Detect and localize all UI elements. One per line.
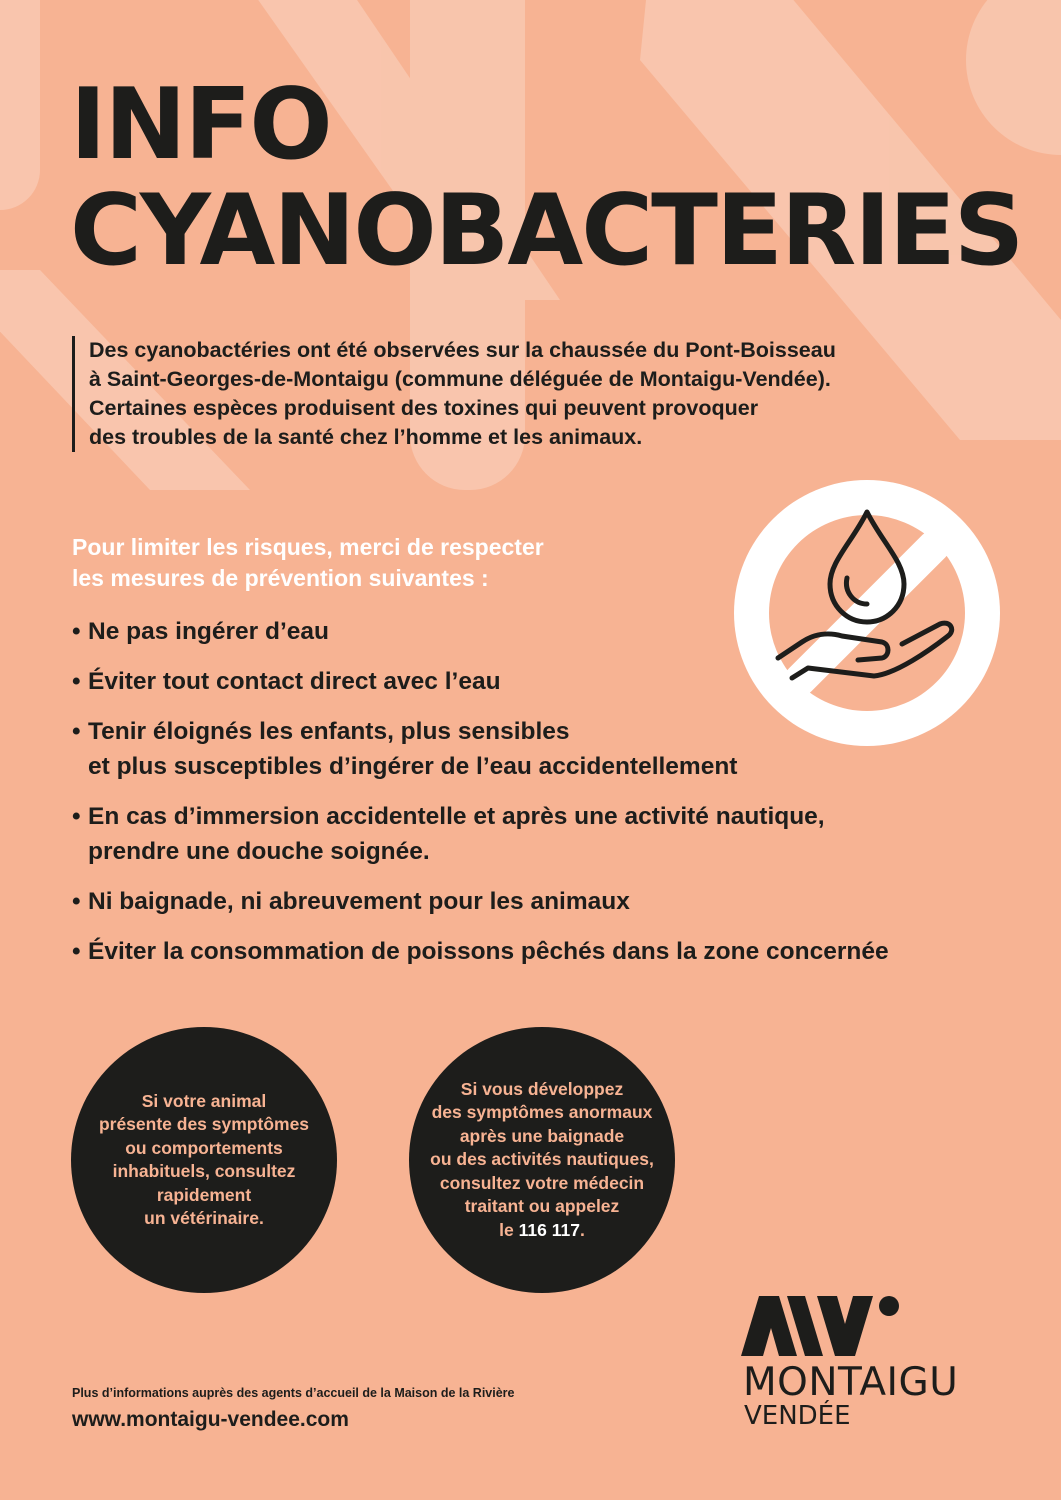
list-item (72, 934, 972, 969)
notice-line: ou comportements (125, 1137, 283, 1158)
prevention-lead (72, 532, 544, 594)
footer-note: Plus d’informations auprès des agents d’accueil de la Maison de la Rivière (72, 1386, 515, 1400)
intro-paragraph (72, 336, 989, 452)
notice-line: Si vous développez (460, 1078, 624, 1099)
list-item-text: • Ne pas ingérer d’eau (88, 618, 330, 645)
notice-line: un vétérinaire. (144, 1208, 264, 1228)
emergency-phone-number: 116 117 (518, 1219, 580, 1240)
logo-mark-icon (741, 1294, 901, 1358)
list-item-text: • Ni baignade, ni abreuvement pour les animaux (88, 888, 630, 915)
intro-line: à Saint-Georges-de-Montaigu (commune déléguée de Montaigu-Vendée). (89, 367, 831, 391)
list-item (72, 799, 972, 869)
notice-line: des symptômes anormaux (431, 1102, 653, 1123)
notice-line: ou des activités nautiques, (430, 1149, 654, 1170)
list-item-text: • Éviter tout contact direct avec l’eau (88, 668, 501, 695)
notice-line: présente des symptômes (98, 1114, 310, 1134)
notice-text: . (579, 1219, 585, 1240)
lead-line: les mesures de prévention suivantes : (72, 565, 489, 591)
list-item-text: • Tenir éloignés les enfants, plus sensibles (88, 718, 570, 745)
notice-line: inhabituels, consultez (112, 1161, 296, 1181)
animal-notice (71, 1027, 337, 1293)
list-item-text: • En cas d’immersion accidentelle et après une activité nautique, (88, 803, 825, 830)
list-item-text: • Éviter la consommation de poissons pêchés dans la zone concernée (88, 938, 889, 965)
notice-line (499, 1219, 585, 1243)
notice-line: après une baignade (459, 1125, 625, 1146)
notice-text: le (499, 1219, 519, 1240)
human-notice (409, 1027, 675, 1293)
notice-line: traitant ou appelez (464, 1196, 620, 1217)
intro-line: des troubles de la santé chez l’homme et les animaux. (89, 425, 643, 449)
list-item-text: prendre une douche soignée. (88, 838, 430, 865)
montaigu-vendee-logo (741, 1294, 1001, 1434)
lead-line: Pour limiter les risques, merci de respecter (72, 534, 544, 560)
notice-line: Si votre animal (141, 1090, 267, 1111)
notice-line: rapidement (156, 1184, 252, 1205)
logo-name: MONTAIGU (743, 1360, 959, 1405)
title-line-1: INFO (70, 68, 331, 182)
title-line-2: CYANOBACTERIES (70, 174, 1023, 288)
no-water-contact-icon (734, 480, 1000, 746)
list-item-text: et plus susceptibles d’ingérer de l’eau accidentellement (88, 753, 738, 780)
list-item (72, 884, 972, 919)
website-url: www.montaigu-vendee.com (72, 1408, 349, 1431)
logo-subtitle: VENDÉE (744, 1401, 851, 1431)
intro-line: Des cyanobactéries ont été observées sur la chaussée du Pont-Boisseau (89, 338, 836, 362)
page-title (70, 68, 1023, 288)
notice-line: consultez votre médecin (439, 1172, 645, 1193)
intro-line: Certaines espèces produisent des toxines qui peuvent provoquer (89, 396, 759, 420)
